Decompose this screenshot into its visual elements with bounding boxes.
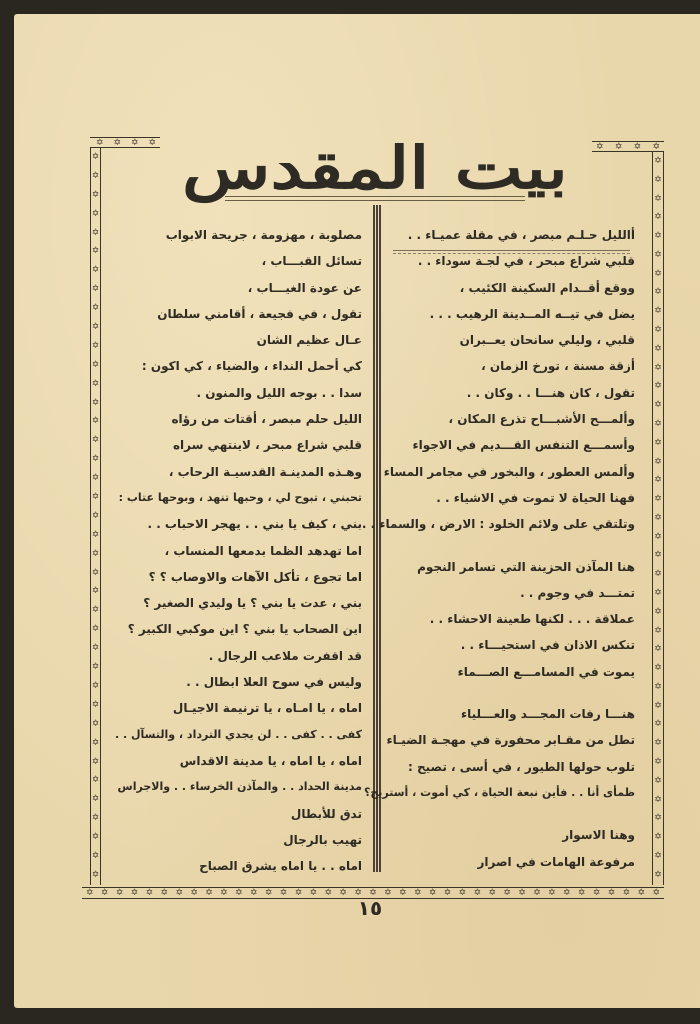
verse-line: بني ، كيف يا بني . . يهجر الاحباب . . <box>147 517 362 532</box>
left-column <box>100 222 362 879</box>
frame-top-right-stars <box>596 142 660 151</box>
stanza-gap <box>392 685 635 701</box>
stanza-2 <box>392 554 635 685</box>
verse-line: ووقع أقــدام السكينة الكئيب ، <box>459 280 635 295</box>
verse-line: وألمـــح الأشبـــاح تذرع المكان ، <box>448 412 635 427</box>
star-ornament-icon: ✡ <box>148 138 156 147</box>
verse-line: عن عودة الغيـــاب ، <box>247 280 362 295</box>
verse-line: وليس في سوح العلا ابطال . . <box>186 675 362 690</box>
frame-right-stars: ✡ ✡ ✡ ✡ ✡ ✡ ✡ ✡ ✡ ✡ ✡ ✡ ✡ ✡ ✡ ✡ ✡ ✡ ✡ ✡ ✡ ✡ ✡ ✡ ✡ ✡ ✡ ✡ ✡ ✡ ✡ ✡ ✡ ✡ ✡ ✡ ✡ ✡ ✡ <box>654 156 662 880</box>
verse-line: عـال عظيم الشان <box>256 333 362 348</box>
verse-line: قلبي شراع مبحر ، في لجـة سوداء . . <box>417 254 635 269</box>
frame-left-stars: ✡ ✡ ✡ ✡ ✡ ✡ ✡ ✡ ✡ ✡ ✡ ✡ ✡ ✡ ✡ ✡ ✡ ✡ ✡ ✡ ✡ ✡ ✡ ✡ ✡ ✡ ✡ ✡ ✡ ✡ ✡ ✡ ✡ ✡ ✡ ✡ ✡ ✡ ✡ <box>91 152 100 880</box>
verse-line: وهـذه المدينـة القدسيـة الرحاب ، <box>168 464 362 479</box>
verse-line: هنـــا رفات المجـــد والعـــلياء <box>460 707 635 722</box>
verse-line: وتلتقي على ولائم الخلود : الارض ، والسماء . . <box>361 517 635 532</box>
verse-line: تمتـــد في وجوم . . <box>520 585 635 600</box>
verse-line: تطل من مقـابر محفورة في مهجـة الضيـاء <box>386 733 635 748</box>
verse-line: وهنا الاسوار <box>562 828 635 843</box>
verse-line: تسائل القبـــاب ، <box>261 254 362 269</box>
star-ornament-icon: ✡ <box>96 138 104 147</box>
verse-line: كي أحمل النداء ، والضياء ، كي اكون : <box>141 359 362 374</box>
verse-line: تهيب بالرجال <box>283 832 362 847</box>
verse-line: اماه ، يا امـاه ، يا ترنيمة الاجيـال <box>172 701 362 716</box>
verse-line: سدا . . بوجه الليل والمنون . <box>196 385 362 400</box>
article-title: بيت المقدس <box>182 134 568 202</box>
verse-line: مصلوبة ، مهزومة ، جريحة الابواب <box>165 228 362 242</box>
verse-line: اماه . . يا اماه يشرق الصباح <box>199 859 362 874</box>
verse-line: بني ، عدت يا بني ؟ يا وليدي الصغير ؟ <box>143 596 362 611</box>
verse-line: قلبي ، وليلي سانحان يعــبران <box>459 333 635 348</box>
verse-line: قلبي شراع مبحر ، لاينتهي سراه <box>172 438 362 453</box>
verse-line: وأسمـــع التنفس القـــديم في الاجواء <box>412 438 635 453</box>
verse-line: تحبني ، تبوح لي ، وحبها تنهد ، وبوحها عتاب : <box>118 490 362 504</box>
verse-line: اين الصحاب يا بني ؟ اين موكبي الكبير ؟ <box>127 622 362 637</box>
stanza-gap <box>392 538 635 554</box>
verse-line: تلوب حولها الطيور ، في أسى ، تصيح : <box>408 759 635 774</box>
verse-line: ظمأى أنا . . فأين نبعة الحياة ، كي أموت ، أستريح؟ <box>363 785 635 799</box>
verse-line: اما تجوع ، تأكل الآهات والاوصاب ؟ ؟ <box>148 569 362 584</box>
verse-line: الليل حلم مبصر ، أقتات من رؤاه <box>171 412 362 427</box>
right-column <box>361 222 635 875</box>
frame-top-right-rule-inner <box>592 151 664 152</box>
verse-line: تنكس الاذان في استحيـــاء . . <box>460 638 635 653</box>
stanza-1 <box>361 222 635 538</box>
verse-line: تدق للأبطال <box>290 806 362 821</box>
frame-top-left-stars <box>96 138 156 147</box>
star-ornament-icon: ✡ <box>652 142 660 151</box>
verse-line: أالليل حـلـم مبصر ، في مقلة عميـاء . . <box>407 228 635 242</box>
star-ornament-icon: ✡ <box>113 138 122 147</box>
verse-line: هنا المآذن الحزينة التي تسامر النجوم <box>417 559 635 574</box>
column-divider <box>373 205 381 872</box>
verse-line: يضل في تيــه المــدينة الرهيب . . . <box>429 306 635 321</box>
title-swash-decoration <box>225 196 525 201</box>
verse-line: قد اقفرت ملاعب الرجال . <box>208 648 362 663</box>
frame-right-rule-outer <box>663 151 664 885</box>
verse-line: اما تهدهد الظما بدمعها المنساب ، <box>164 543 362 558</box>
verse-line: اماه ، يا اماه ، يا مدينة الاقداس <box>179 753 362 768</box>
verse-line: تقول ، في فجيعة ، أقامني سلطان <box>157 306 362 321</box>
stanza-3 <box>363 701 635 806</box>
verse-line: مدينة الحداد . . والمآذن الخرساء . . والاجراس <box>117 780 362 794</box>
stanza-4 <box>392 822 635 875</box>
verse-line: أزقة مسنة ، تورخ الزمان ، <box>481 359 635 374</box>
star-ornament-icon: ✡ <box>633 142 642 151</box>
verse-line: مرفوعة الهامات في اصرار <box>477 854 635 869</box>
star-ornament-icon: ✡ <box>614 142 623 151</box>
star-ornament-icon: ✡ <box>596 142 604 151</box>
page-number: ١٥ <box>357 896 383 920</box>
star-ornament-icon: ✡ <box>130 138 139 147</box>
verse-line: تقول ، كان هنـــا . . وكان . . <box>466 385 635 400</box>
verse-line: فهنا الحياة لا تموت في الاشياء . . <box>436 490 635 505</box>
verse-line: يموت في المسامـــع الصـــماء <box>457 664 635 679</box>
verse-line: وألمس العطور ، والبخور في مجامر المساء <box>383 464 635 479</box>
stanza-gap <box>392 806 635 822</box>
verse-line: عملاقة . . . لكنها طعينة الاحشاء . . <box>429 612 635 627</box>
verse-line: كفى . . كفى . . لن يجدي الترداد ، والتسآل . . <box>114 727 362 741</box>
frame-bottom-stars: ✡ ✡ ✡ ✡ ✡ ✡ ✡ ✡ ✡ ✡ ✡ ✡ ✡ ✡ ✡ ✡ ✡ ✡ ✡ ✡ ✡ ✡ ✡ ✡ ✡ ✡ ✡ ✡ ✡ ✡ ✡ ✡ ✡ ✡ ✡ ✡ ✡ ✡ ✡ <box>86 888 660 898</box>
